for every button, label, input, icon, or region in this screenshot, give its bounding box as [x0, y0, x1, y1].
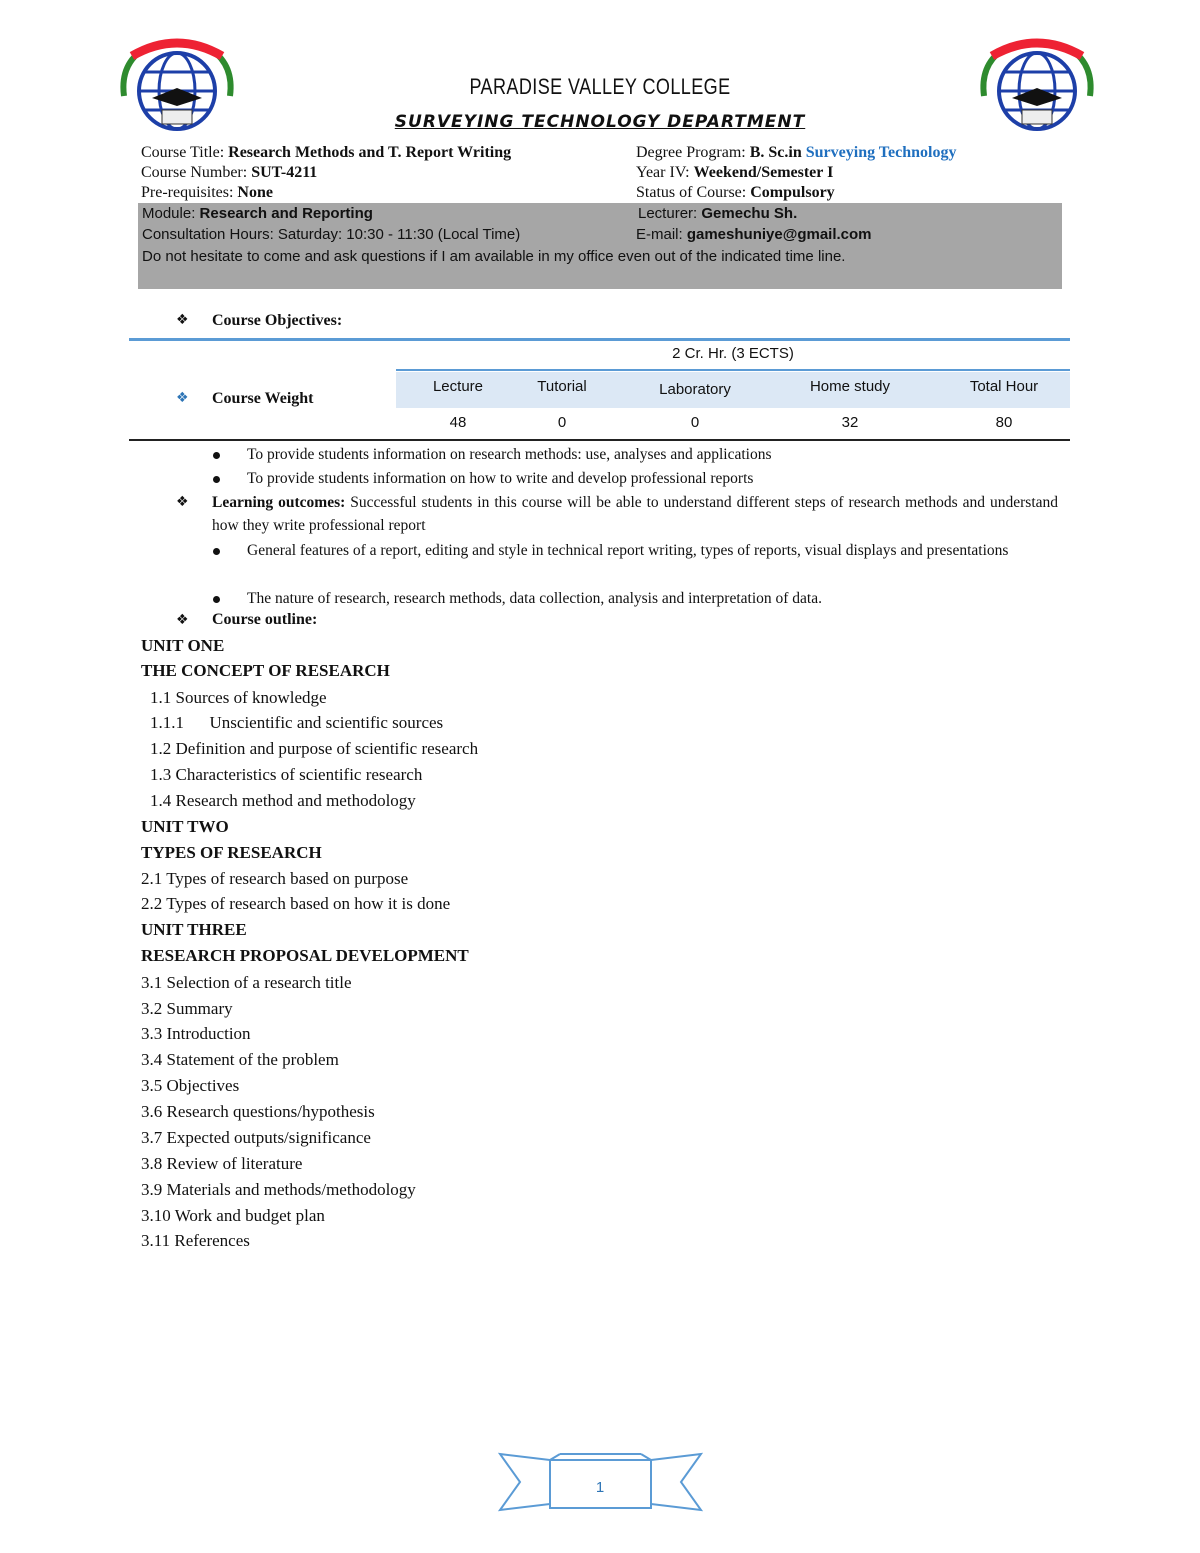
- outline-item: 3.2 Summary: [141, 999, 233, 1018]
- prerequisites-value: None: [237, 184, 273, 201]
- lecturer-value: Gemechu Sh.: [701, 205, 798, 222]
- degree-program-label: Degree Program:: [636, 144, 750, 161]
- outline-item: 3.1 Selection of a research title: [141, 973, 352, 992]
- course-title-value: Research Methods and T. Report Writing: [228, 144, 512, 161]
- learning-outcomes-text: Successful students in this course will be able to understand different steps of research methods and understand how they write professional report: [212, 494, 1059, 534]
- header-home-study: Home study: [809, 378, 891, 395]
- diamond-bullet-icon: ❖: [176, 612, 189, 628]
- outline-heading: Course outline:: [212, 611, 318, 628]
- outline-item: 1.2 Definition and purpose of scientific research: [150, 739, 479, 758]
- diamond-bullet-icon: ❖: [176, 494, 189, 510]
- learning-item: The nature of research, research methods, data collection, analysis and interpretation of data.: [247, 590, 822, 607]
- email-label: E-mail:: [636, 226, 687, 243]
- status-label: Status of Course:: [636, 184, 751, 201]
- lecturer-row: [638, 204, 797, 224]
- status-row: [636, 183, 835, 203]
- module-row: [142, 204, 373, 224]
- value-home-study: 32: [841, 414, 859, 431]
- year-row: [636, 163, 833, 183]
- email-row: [636, 225, 872, 245]
- objectives-heading: Course Objectives:: [212, 312, 343, 329]
- value-lecture: 48: [449, 414, 467, 431]
- course-title-row: [141, 143, 511, 163]
- year-value: Weekend/Semester I: [693, 164, 834, 181]
- unit-three-title: RESEARCH PROPOSAL DEVELOPMENT: [141, 946, 469, 965]
- bullet-dot-icon: [213, 596, 220, 603]
- outline-item: 3.5 Objectives: [141, 1076, 240, 1095]
- bullet-dot-icon: [213, 476, 220, 483]
- objective-item: To provide students information on research methods: use, analyses and applications: [247, 446, 772, 463]
- bullet-dot-icon: [213, 548, 220, 555]
- unit-two-title: TYPES OF RESEARCH: [141, 843, 322, 862]
- header-laboratory: Laboratory: [659, 381, 731, 398]
- consultation-hours: Consultation Hours: Saturday: 10:30 - 11:30 (Local Time): [142, 226, 521, 243]
- degree-program-row: [636, 143, 956, 163]
- degree-program-value: B. Sc.in: [749, 144, 802, 161]
- outline-item: 3.4 Statement of the problem: [141, 1050, 339, 1069]
- prerequisites-row: [141, 183, 273, 203]
- module-value: Research and Reporting: [199, 205, 373, 222]
- course-number-value: SUT-4211: [251, 164, 318, 181]
- degree-field: Surveying Technology: [805, 144, 957, 161]
- bullet-dot-icon: [213, 452, 220, 459]
- department-title: SURVEYING TECHNOLOGY DEPARTMENT: [394, 112, 806, 132]
- table-header-rule: [396, 369, 1070, 371]
- value-total-hour: 80: [995, 414, 1013, 431]
- outline-item: 1.3 Characteristics of scientific research: [150, 765, 423, 784]
- outline-item: 2.2 Types of research based on how it is done: [141, 894, 451, 913]
- diamond-bullet-icon: ❖: [176, 390, 189, 406]
- value-tutorial: 0: [557, 414, 567, 431]
- objective-item: To provide students information on how to write and develop professional reports: [247, 470, 754, 487]
- status-value: Compulsory: [750, 184, 835, 201]
- outline-item: 1.1 Sources of knowledge: [150, 688, 327, 707]
- table-bottom-rule: [129, 439, 1070, 441]
- outline-item: 3.8 Review of literature: [141, 1154, 303, 1173]
- lecturer-label: Lecturer:: [638, 205, 702, 222]
- office-note: Do not hesitate to come and ask questions if I am available in my office even out of the indicated time line.: [142, 248, 846, 265]
- course-number-row: [141, 163, 317, 183]
- outline-item: 3.6 Research questions/hypothesis: [141, 1102, 375, 1121]
- outline-item: 1.1.1 Unscientific and scientific sources: [150, 713, 444, 732]
- unit-one-heading: UNIT ONE: [141, 636, 225, 655]
- header-tutorial: Tutorial: [537, 378, 587, 395]
- course-title-label: Course Title:: [141, 144, 229, 161]
- email-value: gameshuniye@gmail.com: [686, 226, 872, 243]
- value-laboratory: 0: [690, 414, 700, 431]
- credit-hours: 2 Cr. Hr. (3 ECTS): [672, 345, 794, 362]
- year-label: Year IV:: [636, 164, 694, 181]
- learning-outcomes-label: Learning outcomes:: [212, 494, 346, 511]
- college-name: PARADISE VALLEY COLLEGE: [469, 74, 731, 99]
- outline-item: 2.1 Types of research based on purpose: [141, 869, 409, 888]
- outline-item: 3.9 Materials and methods/methodology: [141, 1180, 416, 1199]
- outline-item: 3.10 Work and budget plan: [141, 1206, 325, 1225]
- unit-two-heading: UNIT TWO: [141, 817, 229, 836]
- course-weight-label: Course Weight: [212, 390, 314, 407]
- header-lecture: Lecture: [432, 378, 484, 395]
- prerequisites-label: Pre-requisites:: [141, 184, 238, 201]
- unit-three-heading: UNIT THREE: [141, 920, 247, 939]
- page-number: 1: [595, 1479, 605, 1496]
- diamond-bullet-icon: ❖: [176, 312, 189, 328]
- learning-item: General features of a report, editing and style in technical report writing, types of reports, visual displays and presentations: [247, 542, 1009, 559]
- learning-outcomes: [212, 491, 1058, 537]
- outline-item: 3.7 Expected outputs/significance: [141, 1128, 371, 1147]
- module-label: Module:: [142, 205, 200, 222]
- unit-one-title: THE CONCEPT OF RESEARCH: [141, 661, 390, 680]
- outline-item: 3.3 Introduction: [141, 1024, 251, 1043]
- table-top-rule: [129, 338, 1070, 341]
- course-number-label: Course Number:: [141, 164, 252, 181]
- outline-item: 1.4 Research method and methodology: [150, 791, 416, 810]
- header-total-hour: Total Hour: [969, 378, 1039, 395]
- outline-item: 3.11 References: [141, 1231, 250, 1250]
